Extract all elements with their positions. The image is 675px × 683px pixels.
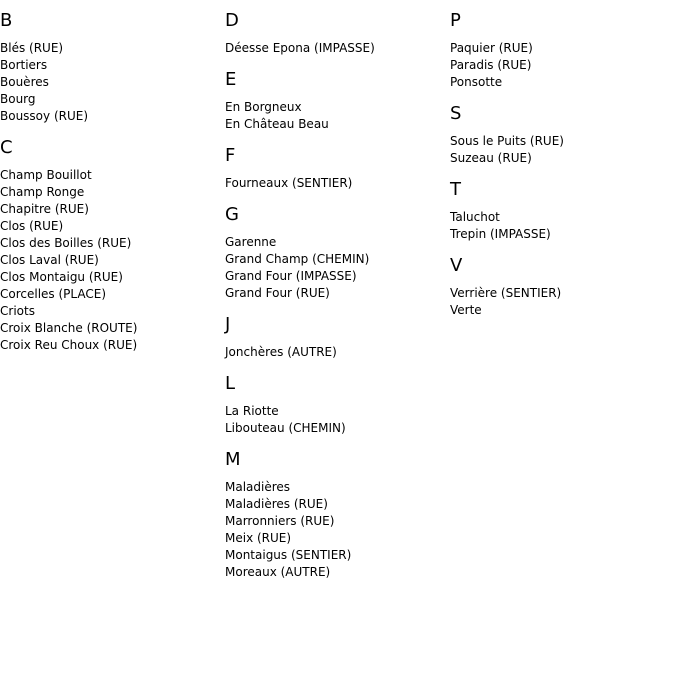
street-item[interactable]: Corcelles (PLACE): [0, 287, 107, 301]
letter-heading: D: [225, 10, 239, 31]
street-list: [225, 99, 450, 133]
street-list: [225, 403, 450, 437]
street-list: [450, 133, 675, 167]
letter-heading: T: [450, 179, 461, 200]
street-item[interactable]: Croix Blanche (ROUTE): [0, 321, 138, 335]
street-index-column-2: [225, 10, 450, 593]
street-item[interactable]: Boussoy (RUE): [0, 109, 89, 123]
street-item[interactable]: Verrière (SENTIER): [450, 286, 562, 300]
letter-group-e: [225, 69, 450, 133]
street-list: [225, 40, 450, 57]
letter-heading: B: [0, 10, 13, 31]
street-item[interactable]: Champ Bouillot: [0, 168, 92, 182]
street-item[interactable]: Grand Champ (CHEMIN): [225, 252, 370, 266]
street-item[interactable]: Libouteau (CHEMIN): [225, 421, 346, 435]
street-item[interactable]: En Château Beau: [225, 117, 329, 131]
street-item[interactable]: Verte: [450, 303, 482, 317]
street-item[interactable]: Croix Reu Choux (RUE): [0, 338, 138, 352]
street-list: [0, 167, 225, 354]
street-item[interactable]: Blés (RUE): [0, 41, 64, 55]
street-item[interactable]: En Borgneux: [225, 100, 302, 114]
street-item[interactable]: Bortiers: [0, 58, 48, 72]
street-item[interactable]: Clos (RUE): [0, 219, 64, 233]
street-list: [225, 175, 450, 192]
street-index-column-1: [0, 10, 225, 366]
street-item[interactable]: Déesse Epona (IMPASSE): [225, 41, 375, 55]
street-item[interactable]: Fourneaux (SENTIER): [225, 176, 353, 190]
letter-group-l: [225, 373, 450, 437]
street-item[interactable]: Clos Montaigu (RUE): [0, 270, 123, 284]
letter-group-p: [450, 10, 675, 91]
letter-heading: J: [225, 314, 231, 335]
street-list: [225, 479, 450, 581]
letter-group-f: [225, 145, 450, 192]
street-list: [225, 344, 450, 361]
street-item[interactable]: Paradis (RUE): [450, 58, 532, 72]
street-item[interactable]: Maladières: [225, 480, 291, 494]
street-item[interactable]: Bourg: [0, 92, 36, 106]
letter-heading: G: [225, 204, 239, 225]
letter-heading: M: [225, 449, 241, 470]
street-item[interactable]: Paquier (RUE): [450, 41, 533, 55]
street-item[interactable]: Taluchot: [450, 210, 500, 224]
letter-group-d: [225, 10, 450, 57]
street-item[interactable]: Suzeau (RUE): [450, 151, 532, 165]
street-list: [225, 234, 450, 302]
street-item[interactable]: Champ Ronge: [0, 185, 85, 199]
letter-group-s: [450, 103, 675, 167]
street-list: [450, 209, 675, 243]
street-item[interactable]: Montaigus (SENTIER): [225, 548, 352, 562]
street-item[interactable]: Moreaux (AUTRE): [225, 565, 331, 579]
letter-heading: L: [225, 373, 236, 394]
street-item[interactable]: Meix (RUE): [225, 531, 292, 545]
letter-heading: S: [450, 103, 462, 124]
letter-heading: P: [450, 10, 461, 31]
letter-group-j: [225, 314, 450, 361]
street-item[interactable]: Grand Four (IMPASSE): [225, 269, 357, 283]
street-item[interactable]: Garenne: [225, 235, 277, 249]
street-item[interactable]: Ponsotte: [450, 75, 503, 89]
street-item[interactable]: Clos Laval (RUE): [0, 253, 99, 267]
letter-group-t: [450, 179, 675, 243]
street-item[interactable]: Chapitre (RUE): [0, 202, 89, 216]
letter-heading: V: [450, 255, 463, 276]
street-item[interactable]: Maladières (RUE): [225, 497, 328, 511]
street-item[interactable]: La Riotte: [225, 404, 279, 418]
street-item[interactable]: Clos des Boilles (RUE): [0, 236, 132, 250]
street-item[interactable]: Marronniers (RUE): [225, 514, 335, 528]
street-item[interactable]: Trepin (IMPASSE): [450, 227, 551, 241]
street-item[interactable]: Criots: [0, 304, 35, 318]
street-item[interactable]: Bouères: [0, 75, 49, 89]
letter-group-b: [0, 10, 225, 125]
street-item[interactable]: Grand Four (RUE): [225, 286, 330, 300]
letter-heading: F: [225, 145, 236, 166]
street-index-column-3: [450, 10, 675, 331]
letter-group-v: [450, 255, 675, 319]
street-list: [450, 285, 675, 319]
street-item[interactable]: Jonchères (AUTRE): [225, 345, 337, 359]
street-item[interactable]: Sous le Puits (RUE): [450, 134, 564, 148]
letter-heading: E: [225, 69, 237, 90]
street-list: [450, 40, 675, 91]
letter-group-m: [225, 449, 450, 581]
letter-group-c: [0, 137, 225, 354]
street-list: [0, 40, 225, 125]
letter-group-g: [225, 204, 450, 302]
letter-heading: C: [0, 137, 13, 158]
